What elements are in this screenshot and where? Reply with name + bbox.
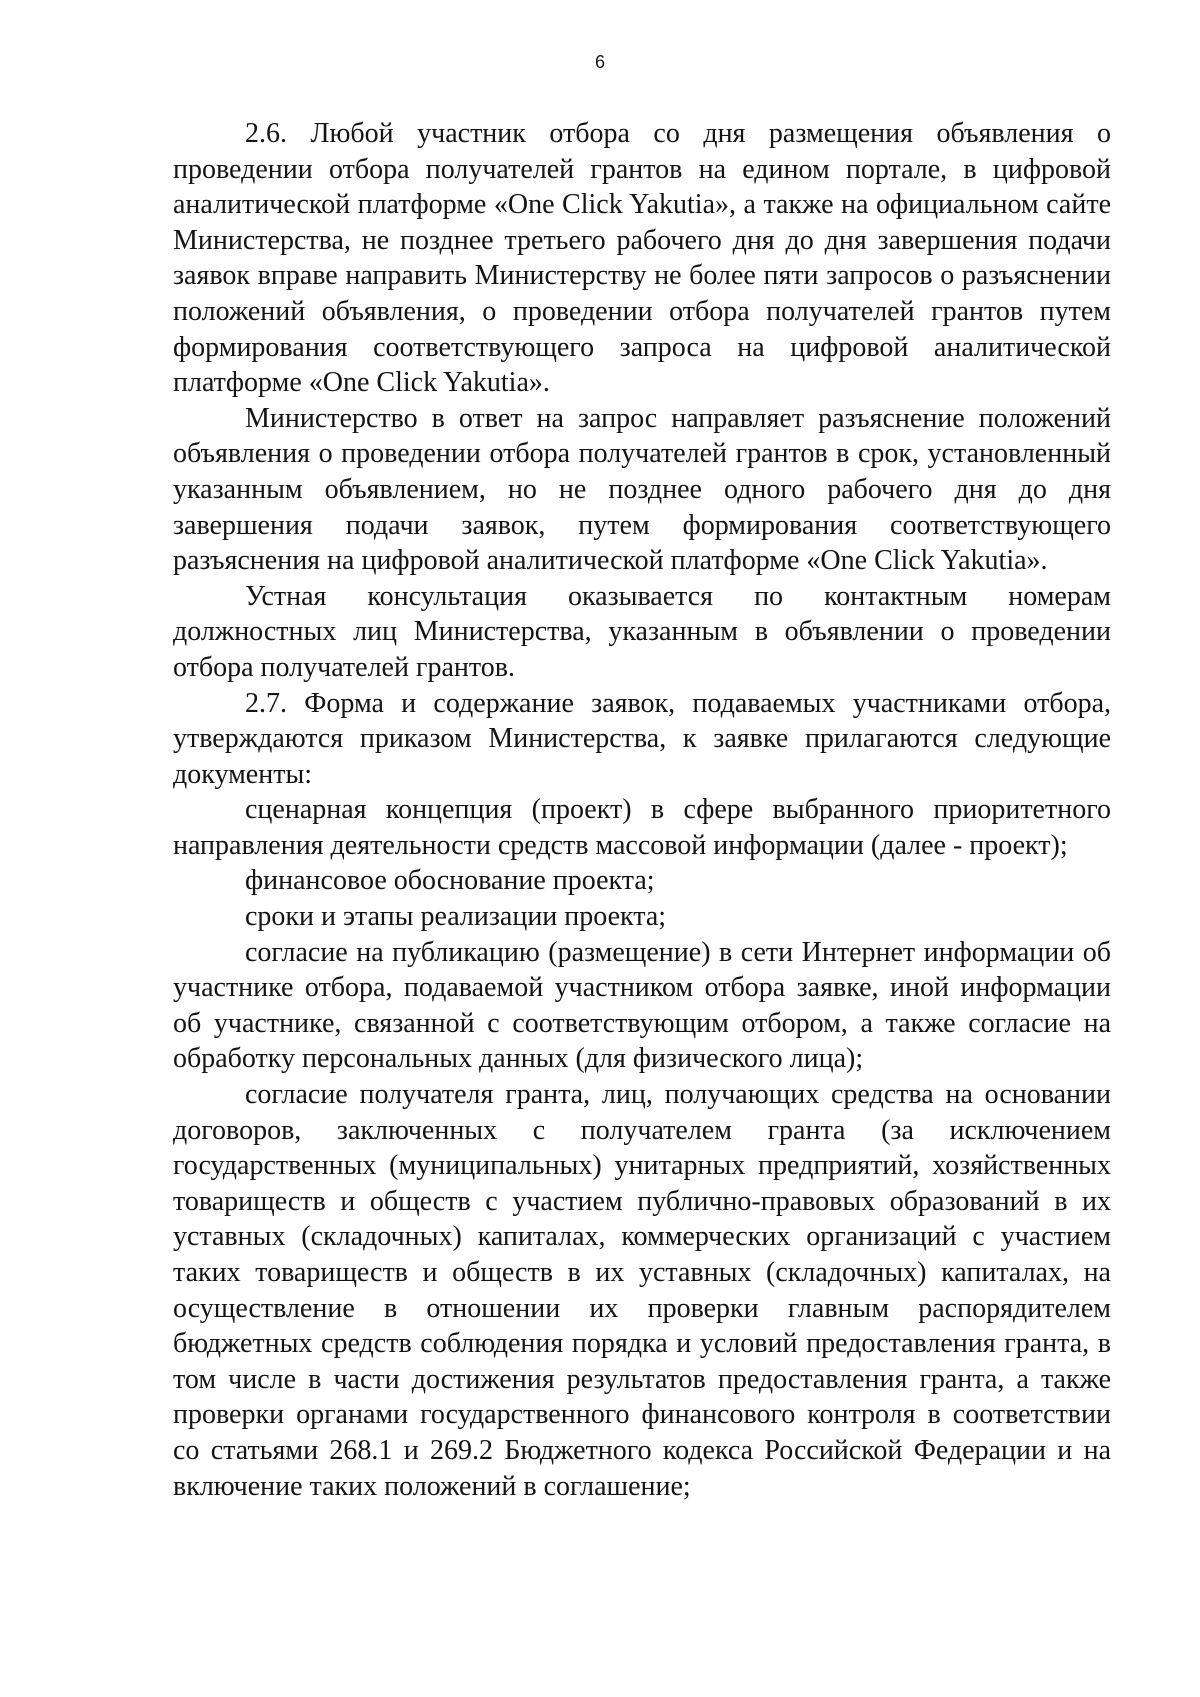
list-item-scenario-concept: сценарная концепция (проект) в сфере выбранного приоритетного направления деятельности средств массовой информации (далее - проект); (173, 794, 1111, 861)
list-item-audit-consent: согласие получателя гранта, лиц, получающих средства на основании договоров, заключенных с получателем гранта (за исключением государственных (муниципальных) унитарных предприятий, хозяйственных товариществ и обществ с участием публично-правовых образований в их уставных (складочных) капиталах, коммерческих организаций с участием таких товариществ и обществ в их уставных (складочных) капиталах, на осуществление в отношении их проверки главным распорядителем бюджетных средств соблюдения порядка и условий предоставления гранта, в том числе в части достижения результатов предоставления гранта, а также проверки органами государственного финансового контроля в соответствии со статьями 268.1 и 269.2 Бюджетного кодекса Российской Федерации и на включение таких положений в соглашение; (173, 1079, 1111, 1502)
paragraph-2-7: 2.7. Форма и содержание заявок, подаваемых участниками отбора, утверждаются приказом Министерства, к заявке прилагаются следующие документы: (173, 687, 1111, 790)
paragraph-ministry-response: Министерство в ответ на запрос направляет разъяснение положений объявления о проведении отбора получателей грантов в срок, установленный указанным объявлением, но не позднее одного рабочего дня до дня завершения подачи заявок, путем формирования соответствующего разъяснения на цифровой аналитической платформе «One Click Yakutia». (173, 402, 1111, 577)
page-number: 6 (594, 52, 605, 72)
list-item-publication-consent: согласие на публикацию (размещение) в сети Интернет информации об участнике отбора, подаваемой участником отбора заявке, иной информации об участнике, связанной с соответствующим отбором, а также согласие на обработку персональных данных (для физического лица); (173, 936, 1111, 1075)
paragraph-2-6: 2.6. Любой участник отбора со дня размещения объявления о проведении отбора получателей грантов на едином портале, в цифровой аналитической платформе «One Click Yakutia», а также на официальном сайте Министерства, не позднее третьего рабочего дня до дня завершения подачи заявок вправе направить Министерству не более пяти запросов о разъяснении положений объявления, о проведении отбора получателей грантов путем формирования соответствующего запроса на цифровой аналитической платформе «One Click Yakutia». (173, 118, 1111, 399)
document-body (173, 116, 1111, 1504)
list-item-financial-justification: финансовое обоснование проекта; (245, 865, 655, 897)
list-item-timeline: сроки и этапы реализации проекта; (245, 901, 667, 933)
paragraph-oral-consultation: Устная консультация оказывается по контактным номерам должностных лиц Министерства, указанным в объявлении о проведении отбора получателей грантов. (173, 580, 1111, 683)
